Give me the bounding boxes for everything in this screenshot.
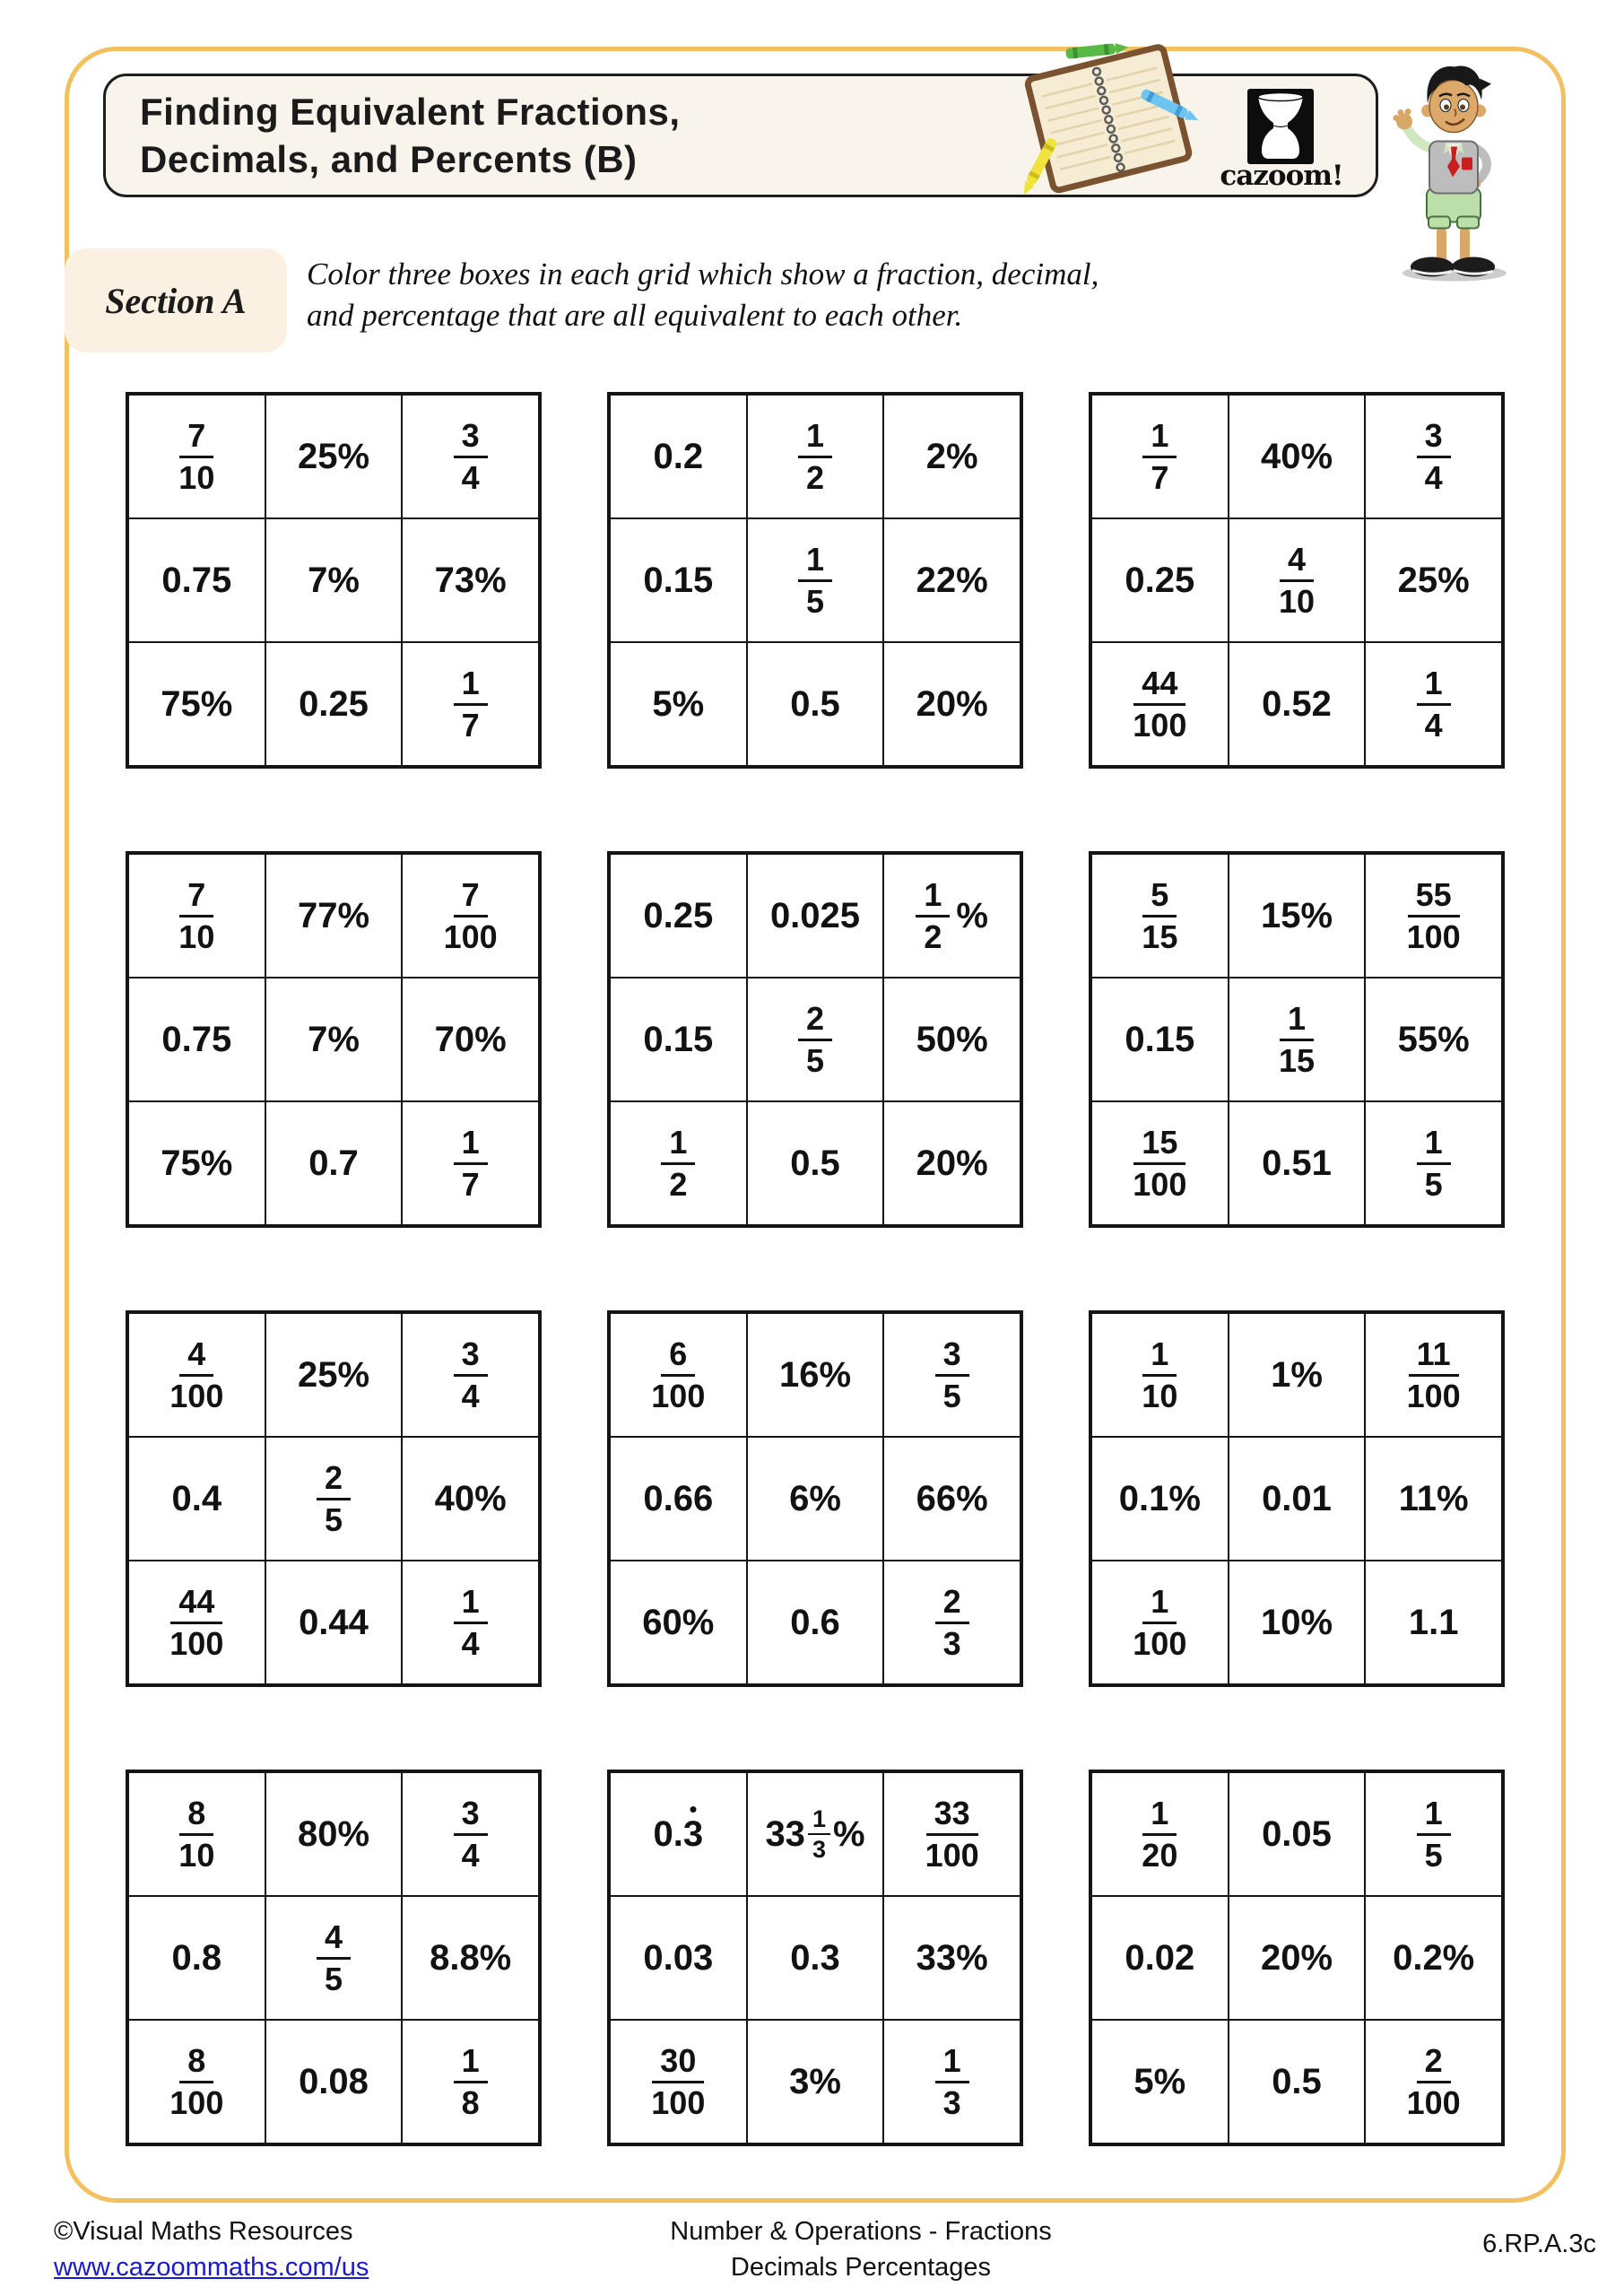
cell-fraction-value (935, 1337, 969, 1413)
cell-fraction-value (1133, 666, 1186, 743)
grid-2-cell-6[interactable] (883, 518, 1020, 642)
cell-fraction-value (454, 1796, 488, 1873)
grid-10-cell-3[interactable] (402, 1772, 539, 1896)
cell-fraction-value (454, 2041, 488, 2121)
footer-topic-line2: Decimals Percentages (730, 2253, 992, 2282)
grid-6-cell-5[interactable] (1229, 978, 1366, 1101)
fraction: $\frac{3}{4}$ (454, 419, 488, 495)
cell-fraction-value (1407, 1337, 1461, 1413)
cell-value: 0.2% (1393, 1937, 1475, 1978)
fraction: $\frac{2}{100}$ (1406, 2041, 1461, 2121)
grid-9-cell-6[interactable] (1365, 1437, 1502, 1561)
grid-5-cell-7[interactable] (610, 1101, 747, 1225)
cell-fraction-value (169, 1582, 224, 1662)
grid-1-cell-6[interactable] (402, 518, 539, 642)
cell-fraction-value (178, 875, 215, 955)
cell-value: 80% (297, 1813, 370, 1854)
cell-fraction-value (1417, 666, 1451, 743)
fraction: $\frac{1}{5}$ (1417, 1126, 1451, 1202)
grid-3-cell-5[interactable] (1229, 518, 1366, 642)
grid-7-cell-5[interactable] (265, 1437, 403, 1561)
cell-value: 0.15 (643, 560, 714, 600)
equivalence-grid-9 (1089, 1310, 1505, 1687)
grid-1-cell-8[interactable] (265, 642, 403, 766)
cell-value: 8.8% (430, 1937, 512, 1978)
grid-4-cell-4[interactable] (128, 978, 265, 1101)
grid-4-cell-3[interactable] (402, 854, 539, 978)
grid-8-cell-6[interactable] (883, 1437, 1020, 1561)
cell-value: 0.5 (1272, 2061, 1322, 2101)
cell-value: 40% (1260, 436, 1333, 476)
grid-7-cell-2[interactable] (265, 1313, 403, 1437)
grid-7-cell-4[interactable] (128, 1437, 265, 1561)
grid-1-cell-4[interactable] (128, 518, 265, 642)
grid-8-cell-2[interactable] (747, 1313, 884, 1437)
cell-value: 0.08 (299, 2061, 369, 2101)
fraction: $\frac{5}{15}$ (1142, 875, 1178, 955)
grid-9-cell-9[interactable] (1365, 1561, 1502, 1684)
cell-value: 0.4 (171, 1478, 222, 1518)
grid-2-cell-4[interactable] (610, 518, 747, 642)
grid-3-cell-7[interactable] (1091, 642, 1229, 766)
grid-9-cell-7[interactable] (1091, 1561, 1229, 1684)
grid-3-cell-2[interactable] (1229, 395, 1366, 518)
grid-4-cell-5[interactable] (265, 978, 403, 1101)
grid-7-cell-7[interactable] (128, 1561, 265, 1684)
grid-4-cell-7[interactable] (128, 1101, 265, 1225)
fraction: $\frac{3}{4}$ (1417, 419, 1451, 495)
cell-value: 20% (916, 683, 988, 724)
grid-3-cell-8[interactable] (1229, 642, 1366, 766)
fraction: $\frac{1}{100}$ (1133, 1582, 1187, 1662)
fraction: $\frac{1}{10}$ (1142, 1335, 1178, 1414)
cell-value: 0.025 (769, 895, 861, 935)
fraction: $\frac{1}{2}$ (916, 878, 950, 954)
fraction: $\frac{7}{100}$ (443, 875, 498, 955)
cell-fraction-value (1278, 540, 1316, 620)
grid-12-cell-9[interactable] (1365, 2020, 1502, 2144)
equivalence-grid-12 (1089, 1770, 1505, 2146)
grid-11-cell-3[interactable] (883, 1772, 1020, 1896)
cell-fraction-value (935, 1582, 969, 1662)
grid-5-cell-5[interactable] (747, 978, 884, 1101)
cell-fraction-value (1417, 1123, 1451, 1203)
grid-11-cell-2[interactable] (747, 1772, 884, 1896)
grid-3-cell-3[interactable] (1365, 395, 1502, 518)
cell-value: 0.1% (1118, 1478, 1201, 1518)
grid-12-cell-5[interactable] (1229, 1896, 1366, 2020)
grid-12-cell-3[interactable] (1365, 1772, 1502, 1896)
equivalence-grid-3 (1089, 392, 1505, 769)
grid-4-cell-1[interactable] (128, 854, 265, 978)
cell-value: 0.5 (790, 1143, 840, 1183)
fraction: $\frac{1}{7}$ (1142, 419, 1177, 495)
grid-5-cell-4[interactable] (610, 978, 747, 1101)
cell-value: 0.3 (790, 1937, 840, 1978)
grid-7-cell-1[interactable] (128, 1313, 265, 1437)
cell-value: 0.44 (299, 1602, 369, 1642)
cell-value: 20% (1260, 1937, 1333, 1978)
fraction: $\frac{1}{15}$ (1278, 999, 1316, 1079)
grid-6-cell-6[interactable] (1365, 978, 1502, 1101)
grid-10-cell-4[interactable] (128, 1896, 265, 2020)
fraction: $\frac{3}{4}$ (454, 1796, 488, 1873)
cell-value: 40% (434, 1478, 507, 1518)
fraction: $\frac{2}{5}$ (317, 1461, 351, 1537)
page-title-line1: Finding Equivalent Fractions, (140, 91, 681, 133)
equivalence-grid-10 (126, 1770, 542, 2146)
cell-value: 0.66 (643, 1478, 714, 1518)
grid-9-cell-2[interactable] (1229, 1313, 1366, 1437)
grid-10-cell-2[interactable] (265, 1772, 403, 1896)
grid-9-cell-8[interactable] (1229, 1561, 1366, 1684)
grid-8-cell-5[interactable] (747, 1437, 884, 1561)
cell-fraction-value (317, 1920, 351, 1996)
page-title (140, 88, 681, 183)
section-a-instruction (307, 254, 1293, 336)
cell-value: 7% (308, 560, 360, 600)
instruction-line1: Color three boxes in each grid which show a fraction, decimal, (307, 257, 1099, 291)
grid-10-cell-5[interactable] (265, 1896, 403, 2020)
cell-value: 15% (1260, 895, 1333, 935)
cell-value: 0.51 (1262, 1143, 1332, 1183)
cell-value: 0.7 (308, 1143, 359, 1183)
grid-3-cell-9[interactable] (1365, 642, 1502, 766)
cell-value: 25% (297, 1354, 370, 1395)
fraction: $\frac{33}{100}$ (925, 1794, 979, 1874)
grid-8-cell-4[interactable] (610, 1437, 747, 1561)
grid-12-cell-7[interactable] (1091, 2020, 1229, 2144)
grid-6-cell-2[interactable] (1229, 854, 1366, 978)
grid-8-cell-8[interactable] (747, 1561, 884, 1684)
grid-7-cell-8[interactable] (265, 1561, 403, 1684)
cell-value: 0.25 (299, 683, 369, 724)
cell-value: 66% (916, 1478, 988, 1518)
grid-11-cell-4[interactable] (610, 1896, 747, 2020)
cell-value: 73% (434, 560, 507, 600)
grid-2-cell-5[interactable] (747, 518, 884, 642)
cell-fraction-value (169, 1337, 223, 1413)
cazoom-drum-logo-icon (1247, 89, 1314, 164)
grid-9-cell-1[interactable] (1091, 1313, 1229, 1437)
grid-1-cell-7[interactable] (128, 642, 265, 766)
cell-fraction-value (1142, 1796, 1177, 1873)
cell-value: 0.75 (161, 560, 232, 600)
cell-fraction-value (1278, 999, 1316, 1079)
grid-6-cell-4[interactable] (1091, 978, 1229, 1101)
grid-4-cell-9[interactable] (402, 1101, 539, 1225)
cell-fraction-value (169, 2041, 224, 2121)
cell-fraction-value (925, 1796, 979, 1873)
cell-value: 0.02 (1125, 1937, 1195, 1978)
cell-value: 75% (161, 683, 233, 724)
grid-1-cell-3[interactable] (402, 395, 539, 518)
cell-fraction-value (1142, 875, 1178, 955)
fraction: $\frac{1}{3}$ (808, 1807, 830, 1862)
cell-fraction-value (178, 1796, 214, 1873)
grid-1-cell-5[interactable] (265, 518, 403, 642)
cell-value: 22% (916, 560, 988, 600)
grid-1-cell-1[interactable] (128, 395, 265, 518)
footer-left (54, 2213, 369, 2285)
cell-fraction-value (1406, 2041, 1461, 2121)
cell-value: 0.05 (1262, 1813, 1332, 1854)
grid-4-cell-8[interactable] (265, 1101, 403, 1225)
fraction: $\frac{3}{5}$ (935, 1337, 969, 1413)
grid-9-cell-4[interactable] (1091, 1437, 1229, 1561)
cell-value: 7% (308, 1019, 360, 1059)
grid-8-cell-7[interactable] (610, 1561, 747, 1684)
cell-value: 5% (1133, 2061, 1186, 2101)
fraction: $\frac{15}{100}$ (1133, 1123, 1187, 1203)
equivalence-grid-7 (126, 1310, 542, 1687)
fraction: $\frac{6}{100}$ (651, 1335, 706, 1414)
equivalence-grid-5 (607, 851, 1023, 1228)
grid-11-cell-1[interactable] (610, 1772, 747, 1896)
cell-fraction-value (454, 1123, 488, 1203)
grid-2-cell-2[interactable] (747, 395, 884, 518)
grid-7-cell-6[interactable] (402, 1437, 539, 1561)
fraction: $\frac{1}{7}$ (454, 1126, 488, 1202)
equivalence-grid-8 (607, 1310, 1023, 1687)
fraction: $\frac{7}{10}$ (178, 875, 215, 955)
grid-11-cell-9[interactable] (883, 2020, 1020, 2144)
cell-value: 0.75 (161, 1019, 232, 1059)
fraction: $\frac{44}{100}$ (1133, 664, 1187, 744)
fraction: $\frac{1}{7}$ (454, 666, 488, 743)
standard-code: 6.RP.A.3c (1482, 2230, 1596, 2258)
grid-4-cell-2[interactable] (265, 854, 403, 978)
grid-12-cell-4[interactable] (1091, 1896, 1229, 2020)
grid-10-cell-8[interactable] (265, 2020, 403, 2144)
cell-value: 0.6 (790, 1602, 840, 1642)
cell-value: 50% (916, 1019, 988, 1059)
cell-value: 2% (925, 436, 978, 476)
equivalence-grid-1 (126, 392, 542, 769)
grid-11-cell-6[interactable] (883, 1896, 1020, 2020)
equivalence-grid-2 (607, 392, 1023, 769)
page-title-line2: Decimals, and Percents (B) (140, 138, 638, 180)
cell-mixed-number-percent-value: 33 $\frac{1}{3}$ % (765, 1805, 865, 1863)
grid-6-cell-7[interactable] (1091, 1101, 1229, 1225)
cell-fraction-value (454, 416, 488, 496)
grid-1-cell-2[interactable] (265, 395, 403, 518)
cell-value: 70% (434, 1019, 507, 1059)
cell-fraction-percent-value: $\frac{1}{2}$ % (916, 878, 988, 954)
cell-value: 1% (1271, 1354, 1323, 1395)
grid-5-cell-9[interactable] (883, 1101, 1020, 1225)
cell-value: 11% (1398, 1478, 1469, 1518)
grid-11-cell-8[interactable] (747, 2020, 884, 2144)
notebook-crayons-icon (1012, 36, 1236, 224)
cell-value: 0.2 (653, 436, 704, 476)
cell-value: 77% (297, 895, 370, 935)
cazoom-logo-text: cazoom! (1220, 160, 1343, 192)
fraction: $\frac{8}{100}$ (169, 2041, 224, 2121)
equivalence-grid-11 (607, 1770, 1023, 2146)
fraction: $\frac{4}{100}$ (169, 1335, 224, 1414)
cell-value: 75% (161, 1143, 233, 1183)
cell-value: 16% (778, 1354, 852, 1395)
fraction: $\frac{7}{10}$ (178, 416, 215, 496)
cell-fraction-value (454, 666, 488, 743)
equivalence-grid-6 (1089, 851, 1505, 1228)
fraction: $\frac{1}{2}$ (661, 1126, 695, 1202)
fraction: $\frac{1}{3}$ (935, 2044, 969, 2120)
cell-value: 25% (297, 436, 370, 476)
fraction: $\frac{8}{10}$ (178, 1794, 215, 1874)
grid-12-cell-2[interactable] (1229, 1772, 1366, 1896)
grid-7-cell-3[interactable] (402, 1313, 539, 1437)
cell-fraction-value (1406, 875, 1461, 955)
equivalence-grid-4 (126, 851, 542, 1228)
section-a-label: Section A (105, 280, 247, 321)
cell-fraction-value (651, 2041, 706, 2121)
cell-fraction-value (454, 1337, 488, 1413)
cell-value: 10% (1260, 1602, 1333, 1642)
fraction: $\frac{11}{100}$ (1406, 1335, 1461, 1414)
cell-value: 1.1 (1408, 1602, 1459, 1642)
grid-9-cell-3[interactable] (1365, 1313, 1502, 1437)
grid-11-cell-5[interactable] (747, 1896, 884, 2020)
grid-12-cell-8[interactable] (1229, 2020, 1366, 2144)
grid-8-cell-9[interactable] (883, 1561, 1020, 1684)
cell-fraction-value (1417, 1796, 1451, 1873)
cell-value: 0.15 (643, 1019, 714, 1059)
fraction: $\frac{1}{5}$ (798, 543, 832, 619)
grid-5-cell-2[interactable] (747, 854, 884, 978)
fraction: $\frac{55}{100}$ (1406, 875, 1461, 955)
cell-value: 60% (642, 1602, 715, 1642)
boy-mascot-icon (1383, 54, 1522, 285)
cell-value: 0.25 (1125, 560, 1195, 600)
grid-2-cell-9[interactable] (883, 642, 1020, 766)
cell-value: 3% (789, 2061, 841, 2101)
cell-fraction-value (317, 1458, 351, 1538)
cell-fraction-value (454, 1582, 488, 1662)
grid-10-cell-6[interactable] (402, 1896, 539, 2020)
instruction-line2: and percentage that are all equivalent to each other. (307, 298, 963, 333)
fraction: $\frac{4}{5}$ (317, 1920, 351, 1996)
grid-2-cell-7[interactable] (610, 642, 747, 766)
cell-fraction-value (935, 2041, 969, 2121)
grids-container (126, 392, 1505, 2146)
cell-fraction-value (651, 1337, 705, 1413)
cell-fraction-value (798, 540, 832, 620)
grid-3-cell-6[interactable] (1365, 518, 1502, 642)
cell-fraction-value (1417, 416, 1451, 496)
cell-value: 20% (916, 1143, 988, 1183)
grid-6-cell-8[interactable] (1229, 1101, 1366, 1225)
grid-5-cell-1[interactable] (610, 854, 747, 978)
cell-fraction-value (661, 1123, 695, 1203)
grid-5-cell-8[interactable] (747, 1101, 884, 1225)
grid-2-cell-8[interactable] (747, 642, 884, 766)
fraction: $\frac{1}{5}$ (1417, 1796, 1451, 1873)
cell-value: 0.01 (1262, 1478, 1332, 1518)
cell-fraction-value (798, 999, 832, 1079)
grid-9-cell-5[interactable] (1229, 1437, 1366, 1561)
footer-topic-line1: Number & Operations - Fractions (670, 2217, 1052, 2246)
fraction: $\frac{2}{3}$ (935, 1585, 969, 1661)
grid-5-cell-6[interactable] (883, 978, 1020, 1101)
cell-fraction-value (1142, 416, 1177, 496)
grid-4-cell-6[interactable] (402, 978, 539, 1101)
cell-value: 0.25 (643, 895, 714, 935)
cell-fraction-value (178, 416, 215, 496)
grid-6-cell-9[interactable] (1365, 1101, 1502, 1225)
grid-10-cell-7[interactable] (128, 2020, 265, 2144)
grid-10-cell-1[interactable] (128, 1772, 265, 1896)
grid-7-cell-9[interactable] (402, 1561, 539, 1684)
grid-3-cell-1[interactable] (1091, 395, 1229, 518)
fraction: $\frac{1}{2}$ (798, 419, 832, 495)
cell-value: 0.15 (1125, 1019, 1195, 1059)
footer-center (498, 2213, 1224, 2285)
fraction: $\frac{1}{20}$ (1142, 1794, 1178, 1874)
fraction: $\frac{2}{5}$ (798, 1002, 832, 1078)
cell-value: 33% (916, 1937, 988, 1978)
cell-fraction-value (1142, 1337, 1177, 1413)
fraction: $\frac{4}{10}$ (1278, 540, 1316, 620)
cell-fraction-value (443, 875, 498, 955)
cell-value: 0.52 (1262, 683, 1332, 724)
cell-fraction-value (1133, 1123, 1187, 1203)
cell-fraction-value (798, 416, 832, 496)
cell-value: 6% (789, 1478, 841, 1518)
cell-fraction-value (1133, 1582, 1187, 1662)
cell-value: 25% (1397, 560, 1470, 600)
grid-2-cell-3[interactable] (883, 395, 1020, 518)
cell-recurring-decimal-value: 0. 3 (653, 1813, 704, 1854)
cell-value: 55% (1397, 1019, 1470, 1059)
grid-5-cell-3[interactable] (883, 854, 1020, 978)
grid-12-cell-1[interactable] (1091, 1772, 1229, 1896)
cell-value: 0.8 (171, 1937, 222, 1978)
grid-6-cell-1[interactable] (1091, 854, 1229, 978)
grid-6-cell-3[interactable] (1365, 854, 1502, 978)
fraction: $\frac{1}{4}$ (1417, 666, 1451, 743)
cazoom-url-link[interactable]: www.cazoommaths.com/us (54, 2253, 369, 2282)
grid-11-cell-7[interactable] (610, 2020, 747, 2144)
cell-value: 0.5 (790, 683, 840, 724)
grid-2-cell-1[interactable] (610, 395, 747, 518)
grid-10-cell-9[interactable] (402, 2020, 539, 2144)
grid-3-cell-4[interactable] (1091, 518, 1229, 642)
grid-8-cell-3[interactable] (883, 1313, 1020, 1437)
fraction: $\frac{1}{4}$ (454, 1585, 488, 1661)
fraction: $\frac{44}{100}$ (169, 1582, 224, 1662)
fraction: $\frac{3}{4}$ (454, 1337, 488, 1413)
cell-value: 0.03 (643, 1937, 714, 1978)
fraction: $\frac{1}{8}$ (454, 2044, 488, 2120)
grid-8-cell-1[interactable] (610, 1313, 747, 1437)
cell-value: 5% (652, 683, 705, 724)
fraction: $\frac{30}{100}$ (651, 2041, 706, 2121)
grid-12-cell-6[interactable] (1365, 1896, 1502, 2020)
copyright-text: ©Visual Maths Resources (54, 2217, 353, 2246)
grid-1-cell-9[interactable] (402, 642, 539, 766)
section-a-pill (65, 248, 287, 352)
